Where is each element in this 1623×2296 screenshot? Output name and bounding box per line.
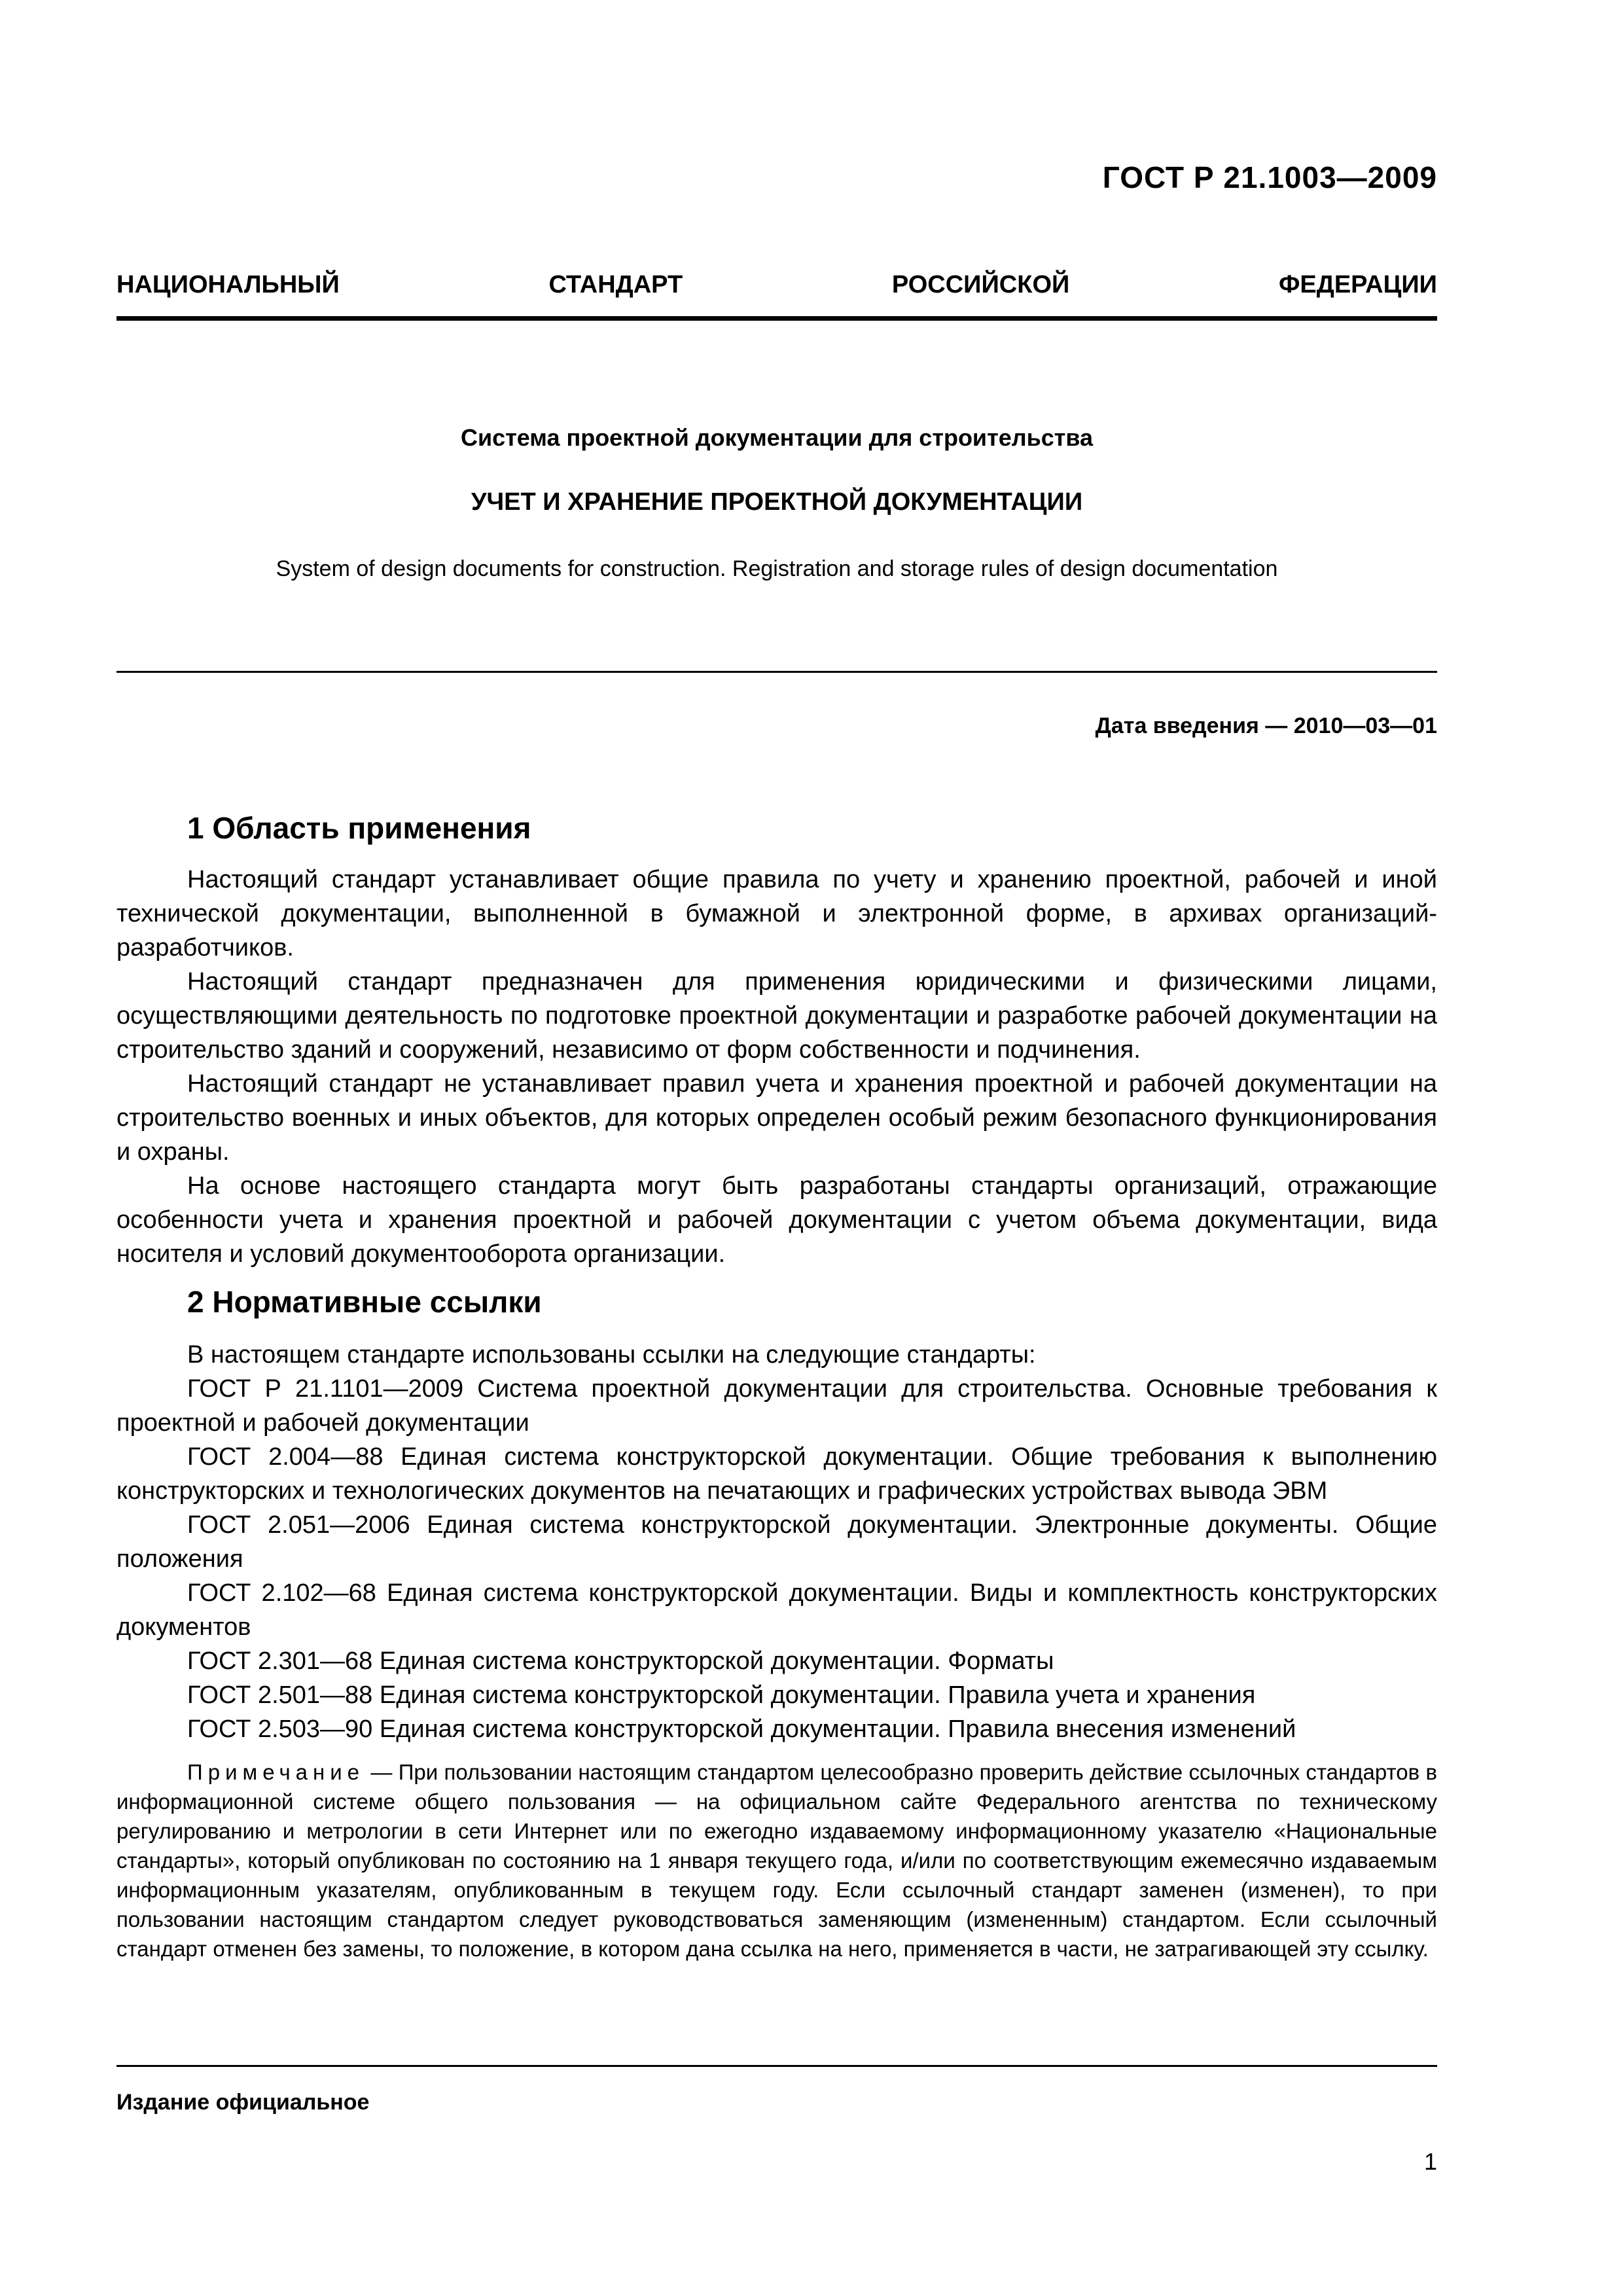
section-1-body [116, 863, 1437, 1271]
reference-item: ГОСТ 2.501—88 Единая система конструкторской документации. Правила учета и хранения [187, 1681, 1256, 1709]
effective-date: Дата введения — 2010—03—01 [1095, 713, 1437, 738]
national-standard-banner [116, 271, 1437, 299]
system-title: Система проектной документации для строительства [460, 424, 1094, 451]
note-text: — При пользовании настоящим стандартом целесообразно проверить действие ссылочных стандартов в информационной системе общего пользования — на официальном сайте Федерального агентства по техническому регулированию и метрологии в сети Интернет или по ежегодно издаваемому информационному указателю «Национальные стандарты», который опубликован по состоянию на 1 января текущего года, и/или по соответствующим ежемесячно издаваемым информационным указателям, опубликованным в текущем году. Если ссылочный стандарт заменен (изменен), то при пользовании настоящим стандартом следует руководствоваться заменяющим (измененным) стандартом. Если ссылочный стандарт отменен без замены, то положение, в котором дана ссылка на него, применяется в части, не затрагивающей эту ссылку. [116, 1760, 1437, 1961]
reference-note [116, 1757, 1437, 1964]
banner-word: ФЕДЕРАЦИИ [1278, 271, 1437, 298]
reference-item: ГОСТ 2.503—90 Единая система конструкторской документации. Правила внесения изменений [187, 1715, 1296, 1743]
section-2-heading: 2 Нормативные ссылки [187, 1285, 542, 1319]
banner-word: СТАНДАРТ [548, 271, 683, 298]
banner-word: НАЦИОНАЛЬНЫЙ [116, 271, 340, 298]
reference-item: ГОСТ 2.004—88 Единая система конструкторской документации. Общие требования к выполнению конструкторских и технологических документов на печатающих и графических устройствах вывода ЭВМ [116, 1443, 1437, 1505]
edition-label: Издание официальное [116, 2090, 370, 2115]
document-code: ГОСТ Р 21.1003—2009 [1102, 160, 1437, 194]
reference-item: ГОСТ 2.051—2006 Единая система конструкторской документации. Электронные документы. Общие положения [116, 1511, 1437, 1573]
reference-item: ГОСТ 2.301—68 Единая система конструкторской документации. Форматы [187, 1647, 1054, 1675]
document-title: УЧЕТ И ХРАНЕНИЕ ПРОЕКТНОЙ ДОКУМЕНТАЦИИ [471, 488, 1083, 516]
paragraph: Настоящий стандарт предназначен для применения юридическими и физическими лицами, осуществляющими деятельность по подготовке проектной документации и разработке рабочей документации на строительство зданий и сооружений, независимо от форм собственности и подчинения. [116, 968, 1437, 1064]
paragraph: Настоящий стандарт не устанавливает правил учета и хранения проектной и рабочей документации на строительство военных и иных объектов, для которых определен особый режим безопасного функционирования и охраны. [116, 1070, 1437, 1166]
paragraph: Настоящий стандарт устанавливает общие правила по учету и хранению проектной, рабочей и иной технической документации, выполненной в бумажной и электронной форме, в архивах организаций-разработчиков. [116, 866, 1437, 961]
note-label: Примечание [187, 1760, 365, 1784]
footer-divider [116, 2065, 1437, 2067]
english-title: System of design documents for construction. Registration and storage rules of design documentation [276, 556, 1278, 581]
section-2-body [116, 1338, 1437, 1746]
paragraph: На основе настоящего стандарта могут быть разработаны стандарты организаций, отражающие особенности учета и хранения проектной и рабочей документации с учетом объема документации, вида носителя и условий документооборота организации. [116, 1172, 1437, 1268]
title-divider [116, 671, 1437, 673]
banner-word: РОССИЙСКОЙ [891, 271, 1070, 298]
reference-item: ГОСТ 2.102—68 Единая система конструкторской документации. Виды и комплектность конструкторских документов [116, 1579, 1437, 1641]
section-1-heading: 1 Область применения [187, 811, 531, 845]
page-number: 1 [1423, 2148, 1437, 2175]
references-intro: В настоящем стандарте использованы ссылки на следующие стандарты: [187, 1341, 1036, 1369]
reference-item: ГОСТ Р 21.1101—2009 Система проектной документации для строительства. Основные требования к проектной и рабочей документации [116, 1375, 1437, 1437]
header-divider [116, 316, 1437, 321]
